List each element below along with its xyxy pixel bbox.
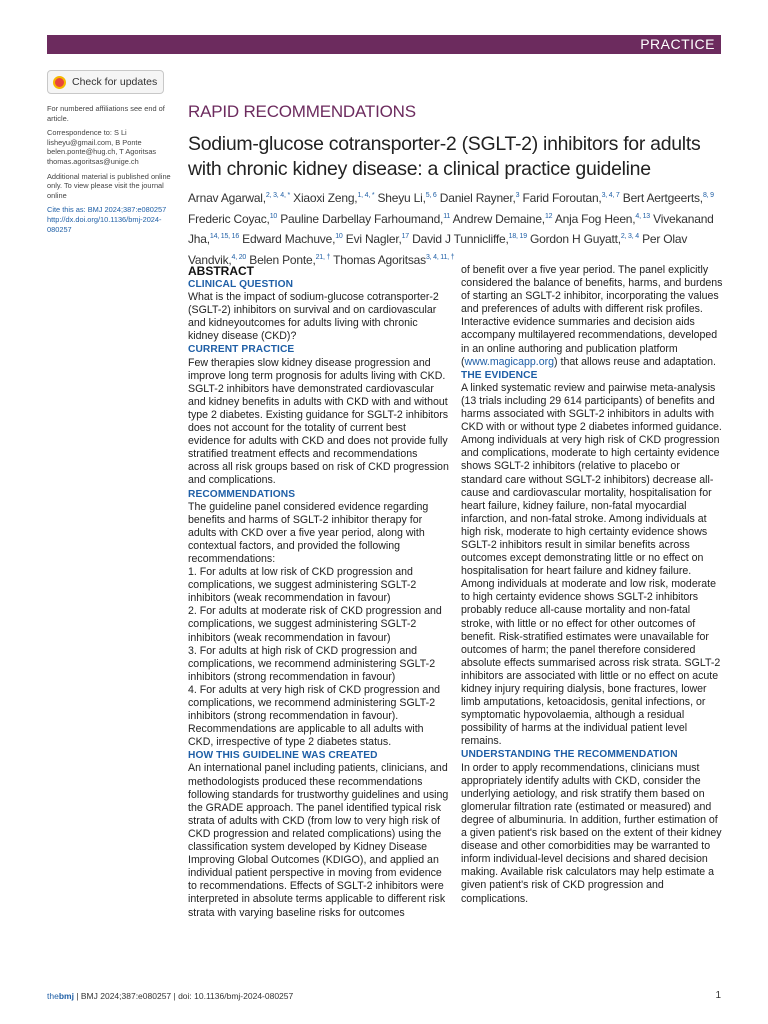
author-affiliation-marker: 4, 20 [231, 253, 247, 261]
clinical-question-text: What is the impact of sodium-glucose cotransporter-2 (SGLT-2) inhibitors on survival and on cardiovascular and kidneyoutcomes for adults living with chronic kidney disease (CKD)? [188, 291, 439, 343]
clinical-question-heading: CLINICAL QUESTION [188, 279, 294, 290]
correspondence-note: Correspondence to: S Li lisheyu@gmail.com, B Ponte belen.ponte@hug.ch, T Agoritsas thomas.agoritsas@unige.ch [47, 128, 157, 166]
author-affiliation-marker: 11 [443, 212, 451, 220]
author-affiliation-marker: 14, 15, 16 [209, 233, 240, 240]
author-affiliation-marker: 2, 3, 4, * [265, 192, 290, 199]
page-footer [47, 991, 293, 1001]
author-name: Farid Foroutan, [522, 191, 602, 205]
author-name: Andrew Demaine, [452, 211, 545, 226]
page-number: 1 [715, 990, 721, 1001]
abstract-heading: ABSTRACT [188, 264, 254, 278]
author-name: Arnav Agarwal, [188, 191, 266, 205]
author-name: Edward Machuve, [242, 232, 336, 246]
continued-text-a: of benefit over a five year period. The panel explicitly considered the balance of benefits, harms, and burdens of starting an SGLT-2 inhibitor, incorporating the values and preferences of adults with different risk profiles. Interactive evidence summaries and decision aids accompany multilayered recommendations, developed in an online authoring and publication platform ( [461, 264, 723, 368]
author-name: Thomas Agoritsas [333, 252, 426, 267]
cite-value: BMJ 2024;387:e080257 [87, 205, 167, 215]
author-name: Per Olav Vandvik, [188, 232, 688, 267]
author-affiliation-marker: 1, 4, * [357, 192, 375, 199]
author-affiliation-marker: 21, † [315, 253, 331, 261]
continued-text [461, 264, 723, 369]
how-created-text: An international panel including patients, clinicians, and methodologists produced these recommendations following standards for trustworthy guidelines and using the GRADE approach. The panel identified typical risk strata of adults with CKD (from low to very high risk of CKD progression and related complications) using the classification system developed by Kidney Disease Improving Global Outcomes (KDIGO), and applied an individual patient perspective in moving from evidence to recommendations. Effects of SGLT-2 inhibitors were interpreted in absolute terms applicable to different risk strata with varying baseline risks for outcomes [188, 762, 449, 919]
doi-link[interactable]: http://dx.doi.org/10.1136/bmj-2024-080257 [47, 214, 162, 234]
author-affiliation-marker: 3, 4, 11, † [425, 253, 455, 261]
author-name: Gordon H Guyatt, [530, 232, 621, 246]
abstract-left-column [188, 264, 450, 920]
evidence-heading: THE EVIDENCE [461, 369, 538, 381]
current-practice-heading: CURRENT PRACTICE [188, 344, 295, 356]
author-affiliation-marker: 2, 3, 4 [620, 233, 639, 240]
author-name: Bert Aertgeerts, [622, 191, 703, 205]
author-name: Daniel Rayner, [439, 191, 516, 205]
article-type-label: RAPID RECOMMENDATIONS [188, 102, 416, 121]
author-affiliation-marker: 18, 19 [508, 233, 527, 240]
magicapp-link[interactable]: www.magicapp.org [464, 355, 555, 368]
affiliations-note: For numbered affiliations see end of article. [47, 104, 165, 123]
author-name: Xiaoxi Zeng, [293, 191, 358, 205]
continued-text-b: ) that allows reuse and adaptation. [554, 355, 716, 368]
check-for-updates-button[interactable] [47, 70, 164, 94]
recommendation-item: 2. For adults at moderate risk of CKD progression and complications, we suggest administering SGLT-2 inhibitors (weak recommendation in favour) [188, 605, 442, 644]
recommendations-note: Recommendations are applicable to all adults with CKD, irrespective of type 2 diabetes status. [188, 723, 424, 749]
author-name: Frederic Coyac, [188, 211, 270, 226]
journal-logo: bmj [58, 991, 74, 1001]
author-name: Sheyu Li, [377, 191, 426, 205]
author-list [188, 187, 728, 269]
author-affiliation-marker: 10 [335, 233, 343, 240]
article-title: Sodium-glucose cotransporter-2 (SGLT-2) inhibitors for adults with chronic kidney disease: a clinical practice guideline [188, 133, 701, 180]
author-name: Vivekanand Jha, [188, 211, 714, 246]
current-practice-text: Few therapies slow kidney disease progression and improve long term prognosis for adults living with CKD. SGLT-2 inhibitors have demonstrated cardiovascular and kidney benefits in adults with CKD with and without type 2 diabetes. Existing guidance for SGLT-2 inhibitors does not account for the totality of current best evidence for adults with CKD and does not provide fully stratified treatment effects and recommendations across all risk groups based on risk of CKD progression and complications. [188, 356, 449, 487]
author-affiliation-marker: 17 [401, 233, 409, 240]
check-for-updates-label: Check for updates [72, 76, 158, 88]
author-name: Pauline Darbellay Farhoumand, [280, 211, 444, 226]
author-affiliation-marker: 3 [515, 192, 520, 199]
how-created-heading: HOW THIS GUIDELINE WAS CREATED [188, 750, 378, 762]
cite-line [47, 205, 179, 215]
article-sidebar [47, 104, 179, 239]
author-affiliation-marker: 8, 9 [702, 192, 714, 199]
author-affiliation-marker: 3, 4, 7 [601, 192, 620, 199]
author-name: Belen Ponte, [249, 252, 316, 267]
additional-material-note: Additional material is published online only. To view please visit the journal online [47, 171, 171, 200]
understanding-text: In order to apply recommendations, clinicians must appropriately identify adults with CKD, consider the underlying aetiology, and risk stratify them based on glomerular filtration rate (estimated or measured) and degree of albuminuria. In addition, further estimation of a given patient's risk based on the extent of their kidney disease and other comorbidities may be warranted to inform individual-level decisions and shared decision making. Available risk calculators may help estimate a given patient's risk of CKD progression and complications. [461, 761, 722, 905]
footer-citation: | BMJ 2024;387:e080257 | doi: 10.1136/bmj-2024-080257 [73, 991, 294, 1001]
author-name: Evi Nagler, [345, 232, 402, 246]
author-name: Anja Fog Heen, [554, 211, 636, 226]
abstract-right-column [461, 264, 723, 906]
recommendations-heading: RECOMMENDATIONS [188, 488, 296, 500]
author-name: David J Tunnicliffe, [412, 232, 509, 246]
author-affiliation-marker: 5, 6 [425, 192, 437, 199]
section-banner-label: PRACTICE [640, 36, 715, 52]
crossmark-icon [53, 76, 66, 89]
author-affiliation-marker: 12 [544, 212, 553, 220]
recommendations-intro: The guideline panel considered evidence regarding benefits and harms of SGLT-2 inhibitor therapy for adults with CKD over a five year period, along with contextual factors, and provided the following recommendations: [188, 500, 429, 565]
author-affiliation-marker: 10 [269, 212, 278, 220]
section-banner [47, 35, 721, 54]
recommendation-item: 3. For adults at high risk of CKD progression and complications, we recommend administering SGLT-2 inhibitors (strong recommendation in favour) [188, 644, 436, 683]
understanding-heading: UNDERSTANDING THE RECOMMENDATION [461, 749, 678, 761]
cite-label: Cite this as: [47, 205, 86, 215]
journal-logo-prefix: the [47, 991, 59, 1001]
recommendation-item: 4. For adults at very high risk of CKD progression and complications, we recommend administering SGLT-2 inhibitors (strong recommendation in favour). [188, 683, 441, 723]
author-affiliation-marker: 4, 13 [635, 212, 650, 220]
evidence-text: A linked systematic review and pairwise meta-analysis (13 trials including 29 614 participants) of benefits and harms associated with SGLT-2 inhibitors in adults with CKD with or without type 2 diabetes informed guidance. Among individuals at very high risk of CKD progression and complications, moderate to high certainty evidence shows SGLT-2 inhibitors (relative to placebo or standard care without SGLT-2 inhibitors) decrease all-cause and cardiovascular mortality, hospitalisation for heart failure, kidney failure, non-fatal myocardial infarction, and non-fatal stroke. Among individuals at high risk, moderate to high certainty evidence shows SGLT-2 inhibitors result in similar benefits across outcomes except demonstrating little or no effect on hospitalisation for heart failure and kidney failure. Among individuals at moderate and low risk, moderate to high certainty evidence shows SGLT-2 inhibitors probably reduce all-cause mortality and non-fatal stroke, with little or no effect for other outcomes of benefit. Risk-stratified estimates were unavailable for outcomes of harm; the panel therefore considered absolute effects summarised across risk strata. SGLT-2 inhibitors are associated with little or no effect on acute kidney injury requiring dialysis, bone fractures, lower limb amputations, ketoacidosis, genital infections, or symptomatic hypovolaemia, although a residual possibility of harms at the individual patient level remains. [461, 381, 722, 748]
recommendation-item: 1. For adults at low risk of CKD progression and complications, we suggest administering SGLT-2 inhibitors (weak recommendation in favour) [188, 566, 417, 605]
